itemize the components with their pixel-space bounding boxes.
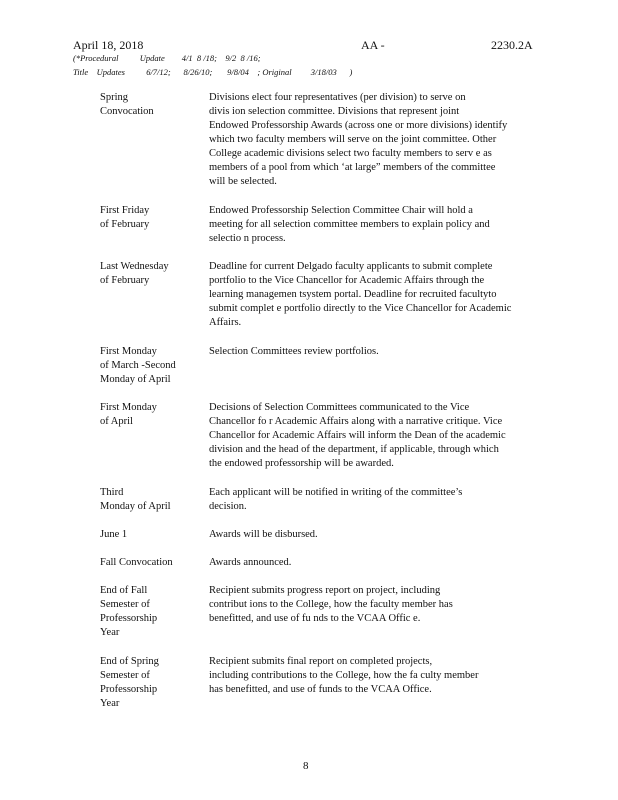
schedule-date-label [100, 204, 200, 232]
header-code: AA - [361, 38, 385, 52]
description-line: Recipient submits final report on completed projects, [209, 656, 433, 667]
schedule-description [209, 345, 549, 359]
description-line: including contributions to the College, how the fa culty member [209, 670, 479, 681]
description-line: contribut ions to the College, how the faculty member has [209, 599, 453, 610]
description-line: learning managemen tsystem portal. Deadline for recruited facultyto [209, 289, 497, 300]
schedule-description [209, 260, 549, 330]
description-line: portfolio to the Vice Chancellor for Academic Affairs through the [209, 275, 485, 286]
description-line: Chancellor fo r Academic Affairs along with a narrative critique. Vice [209, 416, 503, 427]
description-line: Endowed Professorship Selection Committee Chair will hold a [209, 205, 473, 216]
description-line: benefitted, and use of fu nds to the VCAA Offic e. [209, 613, 421, 624]
description-line: Awards will be disbursed. [209, 529, 318, 540]
description-line: Decisions of Selection Committees communicated to the Vice [209, 402, 470, 413]
header-number: 2230.2A [491, 38, 533, 52]
description-line: members of a pool from which ‘at large” members of the committee [209, 162, 496, 173]
description-line: College academic divisions select two faculty members to serv e as [209, 148, 492, 159]
header-date: April 18, 2018 [73, 38, 144, 52]
description-line: which two faculty members will serve on the joint committee. Other [209, 134, 497, 145]
date-label-line: of March -Second [100, 360, 176, 371]
date-label-line: Third [100, 487, 124, 498]
date-label-line: Year [100, 698, 120, 709]
date-label-line: First Friday [100, 205, 150, 216]
header-meta-line1: (*Procedural Update 4/1 8 /18; 9/2 8 /16; [73, 53, 261, 63]
date-label-line: End of Fall [100, 585, 148, 596]
description-line: Recipient submits progress report on project, including [209, 585, 441, 596]
header-meta-line2: Title Updates 6/7/12; 8/26/10; 9/8/04 ; Original 3/18/03 ) [73, 67, 353, 77]
schedule-description [209, 204, 549, 246]
description-line: Deadline for current Delgado faculty applicants to submit complete [209, 261, 493, 272]
description-line: has benefitted, and use of funds to the VCAA Office. [209, 684, 432, 695]
date-label-line: Professorship [100, 684, 158, 695]
schedule-description [209, 91, 549, 189]
description-line: submit complet e portfolio directly to the Vice Chancellor for Academic [209, 303, 512, 314]
schedule-date-label [100, 91, 200, 119]
schedule-date-label [100, 260, 200, 288]
date-label-line: Monday of April [100, 501, 171, 512]
schedule-date-label [100, 584, 200, 640]
description-line: Awards announced. [209, 557, 292, 568]
schedule-date-label [100, 486, 200, 514]
description-line: division and the head of the department, if applicable, through which [209, 444, 499, 455]
description-line: Each applicant will be notified in writing of the committee’s [209, 487, 463, 498]
description-line: Chancellor for Academic Affairs will inform the Dean of the academic [209, 430, 506, 441]
schedule-description [209, 556, 549, 570]
description-line: Endowed Professorship Awards (across one or more divisions) identify [209, 120, 508, 131]
date-label-line: Year [100, 627, 120, 638]
description-line: decision. [209, 501, 247, 512]
description-line: will be selected. [209, 176, 277, 187]
date-label-line: First Monday [100, 402, 157, 413]
page-number: 8 [303, 760, 309, 772]
schedule-date-label [100, 345, 200, 387]
schedule-description [209, 655, 549, 697]
date-label-line: Convocation [100, 106, 154, 117]
description-line: divis ion selection committee. Divisions that represent joint [209, 106, 460, 117]
schedule-description [209, 528, 549, 542]
description-line: selectio n process. [209, 233, 286, 244]
date-label-line: Spring [100, 92, 129, 103]
description-line: meeting for all selection committee members to explain policy and [209, 219, 490, 230]
date-label-line: End of Spring [100, 656, 159, 667]
date-label-line: of April [100, 416, 133, 427]
description-line: the endowed professorship will be awarded. [209, 458, 394, 469]
date-label-line: Professorship [100, 613, 158, 624]
date-label-line: Last Wednesday [100, 261, 169, 272]
schedule-date-label [100, 556, 200, 570]
date-label-line: Semester of [100, 670, 150, 681]
schedule-date-label [100, 528, 200, 542]
description-line: Divisions elect four representatives (per division) to serve on [209, 92, 466, 103]
date-label-line: First Monday [100, 346, 157, 357]
date-label-line: of February [100, 275, 150, 286]
date-label-line: Monday of April [100, 374, 171, 385]
schedule-description [209, 584, 549, 626]
description-line: Selection Committees review portfolios. [209, 346, 379, 357]
date-label-line: Semester of [100, 599, 150, 610]
description-line: Affairs. [209, 317, 242, 328]
date-label-line: of February [100, 219, 150, 230]
schedule-date-label [100, 655, 200, 711]
schedule-description [209, 486, 549, 514]
date-label-line: Fall Convocation [100, 557, 173, 568]
date-label-line: June 1 [100, 529, 128, 540]
schedule-date-label [100, 401, 200, 429]
schedule-description [209, 401, 549, 471]
